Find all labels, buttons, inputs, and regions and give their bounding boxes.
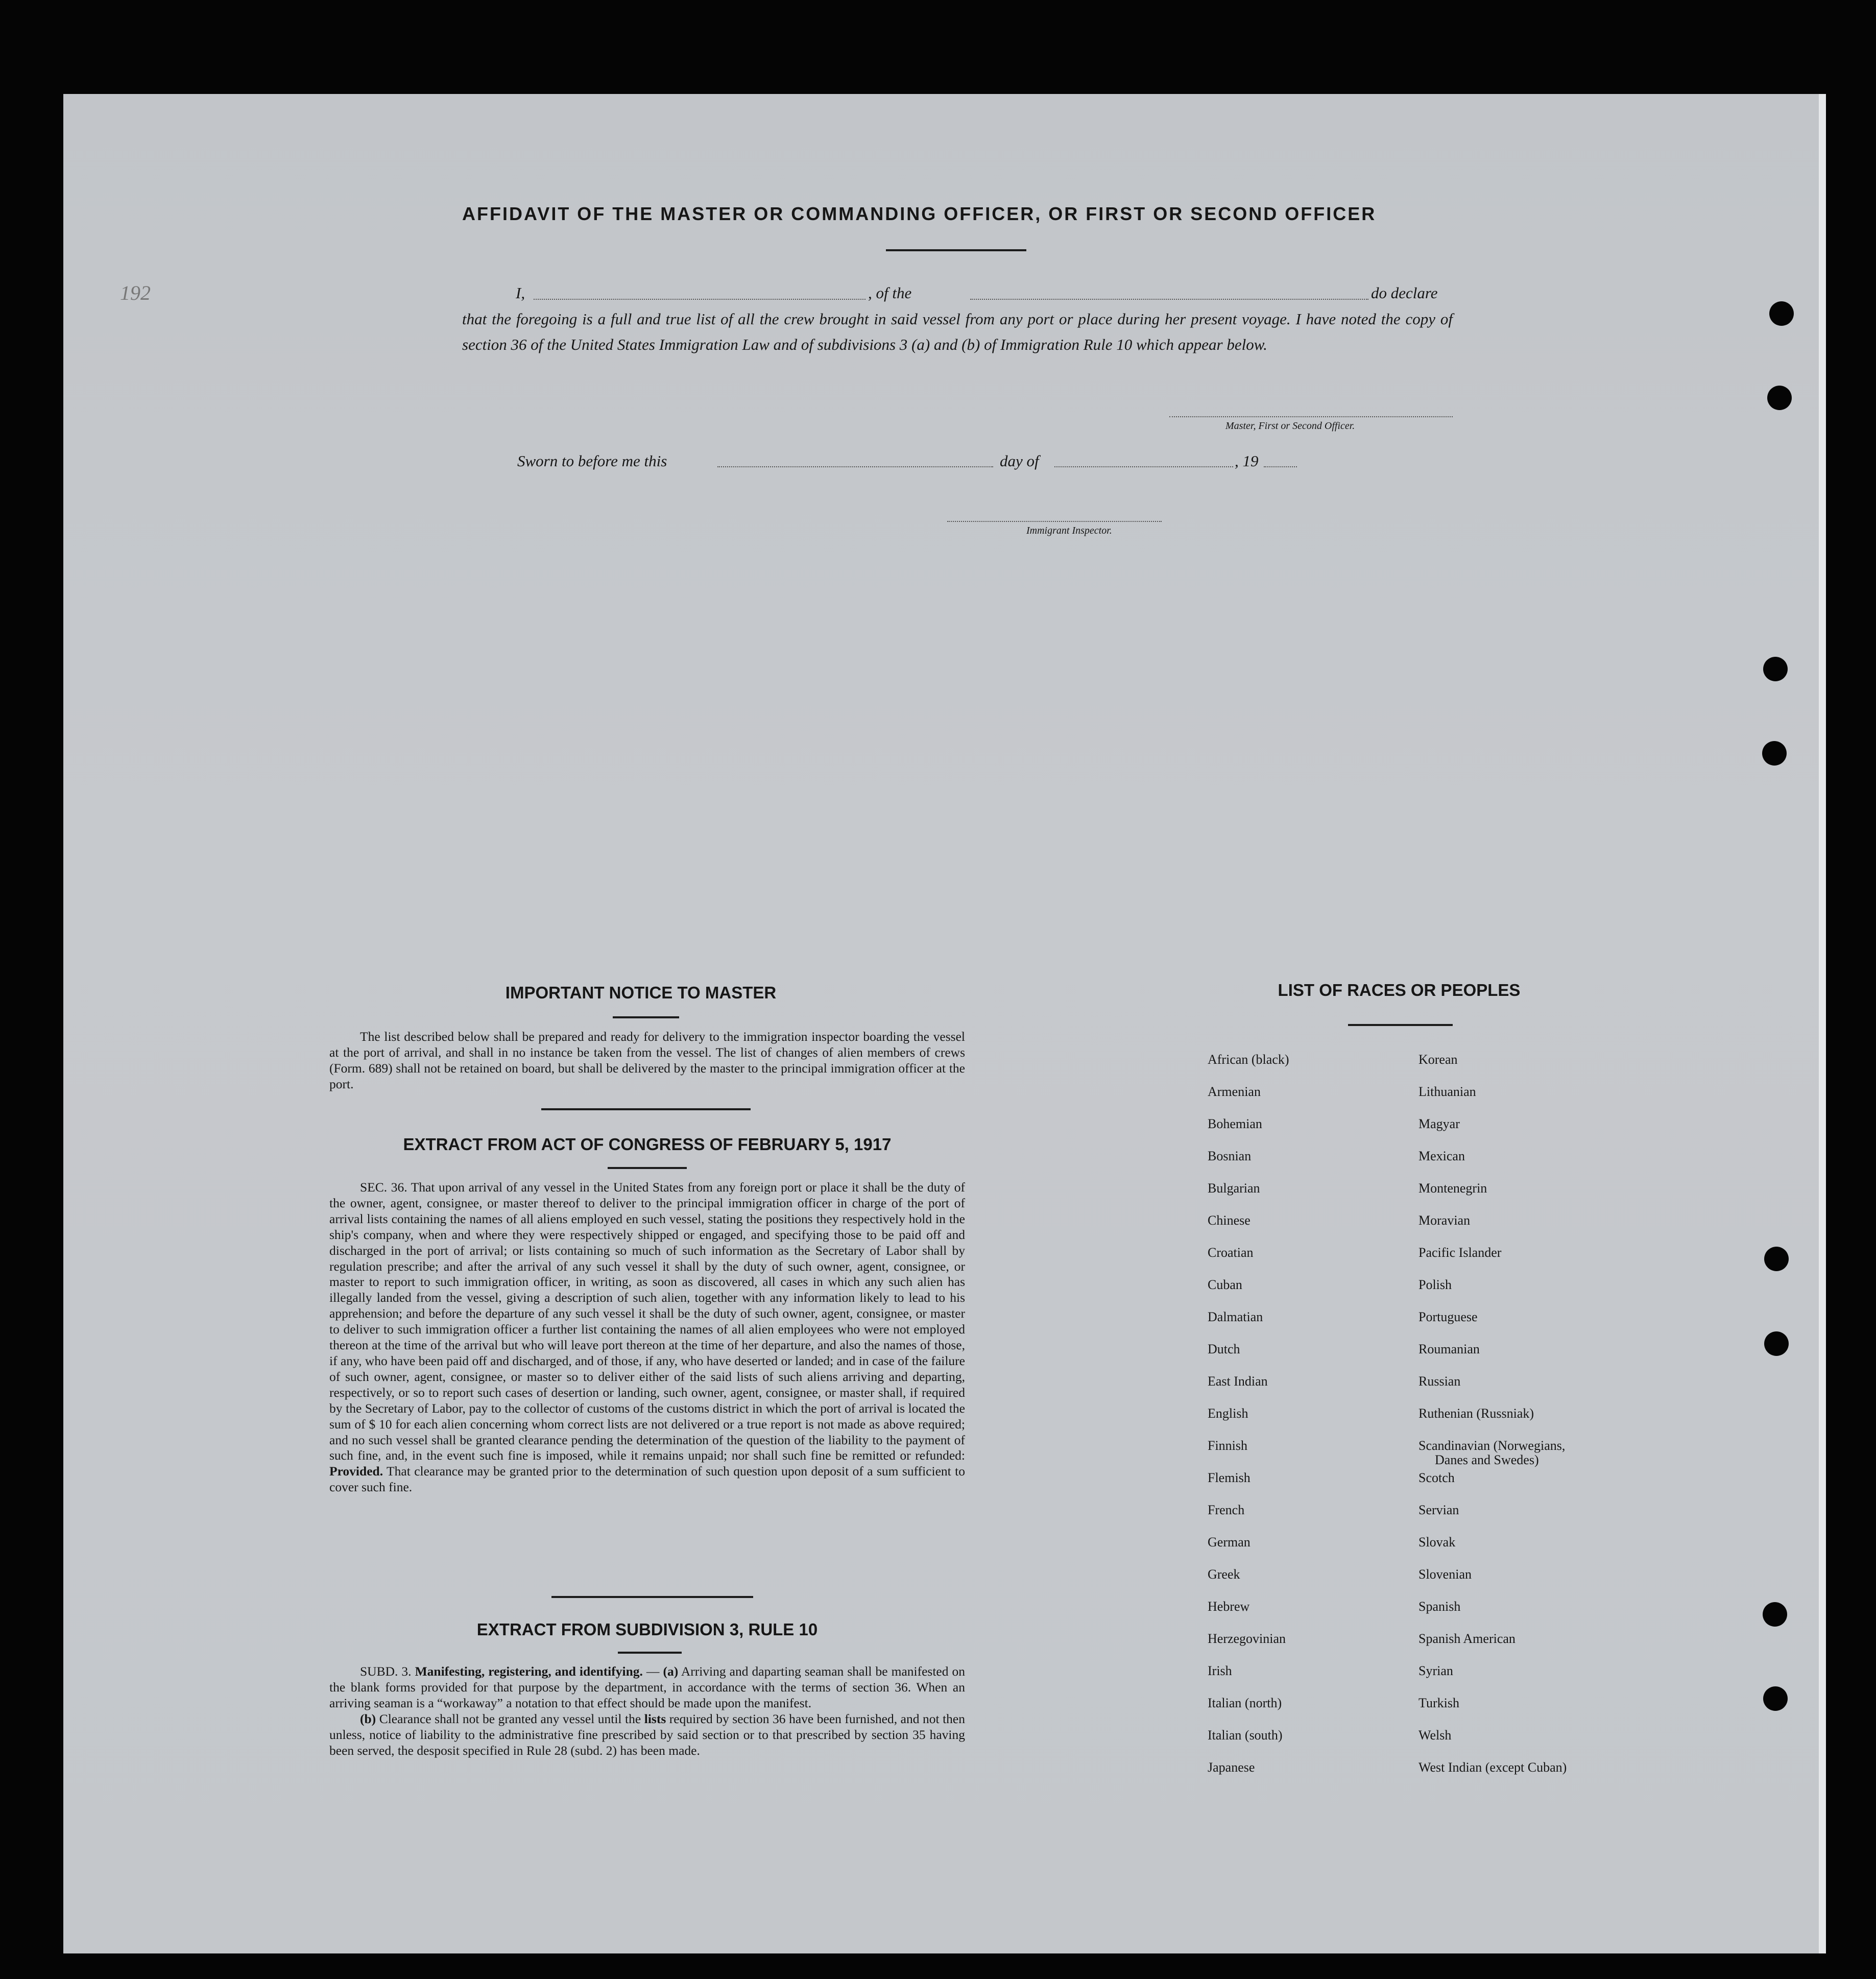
race-item: Montenegrin [1418,1181,1487,1196]
race-item: Korean [1418,1052,1458,1067]
sworn-text: Sworn to before me this [517,452,667,470]
b-label: (b) [360,1711,376,1726]
notice-underline [613,1016,679,1018]
b-bold-lists: lists [644,1711,666,1726]
sworn-day-line[interactable] [717,466,993,467]
punch-hole [1763,657,1788,681]
race-item: Flemish [1208,1470,1250,1485]
act-divider [551,1596,753,1598]
race-item: Polish [1418,1277,1452,1292]
race-item: French [1208,1503,1245,1517]
punch-hole [1762,741,1787,766]
affidavit-body: that the foregoing is a full and true list of all the crew brought in said vessel from any port or place during her present voyage. I have noted the copy of section 36 of the United States Immigration Law and of subdivisions 3 (a) and (b) of Immigration Rule 10 which appear below. [462,310,1453,353]
race-item: Welsh [1418,1728,1452,1743]
punch-hole [1767,386,1792,410]
race-item: African (black) [1208,1052,1289,1067]
rule-extract-text [329,1664,965,1758]
race-item: Dutch [1208,1342,1240,1356]
subd-label: SUBD. 3. [360,1664,412,1679]
vessel-field-line[interactable] [970,299,1368,300]
race-item: Finnish [1208,1438,1248,1453]
race-item: West Indian (except Cuban) [1418,1760,1567,1775]
race-item: Scandinavian (Norwegians, [1418,1438,1566,1453]
year-prefix: , 19 [1235,452,1259,470]
race-item: East Indian [1208,1374,1268,1389]
punch-hole [1764,1247,1789,1271]
race-item: Herzegovinian [1208,1631,1286,1646]
act-extract-title: EXTRACT FROM ACT OF CONGRESS OF FEBRUARY 5, 1917 [403,1135,892,1154]
race-item: Spanish [1418,1599,1461,1614]
rule-extract-title: EXTRACT FROM SUBDIVISION 3, RULE 10 [476,1620,818,1639]
punch-hole [1763,1602,1787,1627]
subd-dash: — [642,1664,663,1679]
act-extract-text [329,1180,965,1495]
race-item: Chinese [1208,1213,1250,1228]
b-text-1: Clearance shall not be granted any vessel until the [379,1711,641,1726]
affidavit-declare: do declare [1371,284,1438,302]
rule-extract-underline [618,1652,682,1654]
race-item: Spanish American [1418,1631,1516,1646]
race-item: Roumanian [1418,1342,1480,1356]
race-item: Dalmatian [1208,1309,1263,1324]
race-item: Bohemian [1208,1116,1262,1131]
race-item: Croatian [1208,1245,1254,1260]
race-item: Japanese [1208,1760,1255,1775]
sec-36-paragraph [329,1180,965,1495]
title-underline [886,249,1026,251]
notice-title: IMPORTANT NOTICE TO MASTER [505,983,777,1002]
race-item: Pacific Islander [1418,1245,1502,1260]
notice-text [329,1029,965,1092]
races-underline [1348,1024,1453,1026]
race-item: Bulgarian [1208,1181,1260,1196]
race-item: Scotch [1418,1470,1455,1485]
name-field-line[interactable] [534,299,865,300]
race-item: Turkish [1418,1696,1459,1710]
punch-hole [1763,1686,1788,1711]
provided-bold: Provided. [329,1464,383,1479]
race-item: German [1208,1535,1250,1549]
year-line[interactable] [1264,466,1297,467]
a-label: (a) [663,1664,679,1679]
race-item: Armenian [1208,1084,1261,1099]
race-item: Ruthenian (Russniak) [1418,1406,1534,1421]
a-text: Arriving and daparting seaman shall be manifested on the blank forms provided for that purpose by the department, in accordance with the terms of section 36. When an arriving seaman is a “workaway” a notation to that effect should be made upon the manifest. [329,1664,966,1710]
inspector-caption: Immigrant Inspector. [1026,525,1112,536]
race-item: Hebrew [1208,1599,1250,1614]
races-title: LIST OF RACES OR PEOPLES [1278,981,1521,999]
signature-line[interactable] [1169,416,1453,417]
subd-heading: Manifesting, registering, and identifying. [415,1664,643,1679]
race-item: Slovenian [1418,1567,1472,1582]
race-item: Magyar [1418,1116,1460,1131]
affidavit-i: I, [516,284,525,302]
race-item: Lithuanian [1418,1084,1476,1099]
signature-caption: Master, First or Second Officer. [1225,420,1355,432]
faint-page-number: 192 [120,281,151,304]
race-item: English [1208,1406,1248,1421]
race-item: Irish [1208,1663,1232,1678]
affidavit-of-the: , of the [868,284,912,302]
race-item: Syrian [1418,1663,1453,1678]
sworn-month-line[interactable] [1054,466,1233,467]
inspector-signature-line[interactable] [947,521,1162,522]
punch-hole [1764,1331,1789,1356]
day-of-text: day of [1000,452,1039,470]
page-edge [1819,94,1826,1953]
race-item: Italian (north) [1208,1696,1282,1710]
b-text-2: required by section 36 have been furnished, and not then unless, notice of liability to the administrative fine prescribed by said section or to that prescribed by section 35 having been served, the desposit specified in Rule 28 (subd. 2) has been made. [329,1711,966,1758]
subd-a-paragraph [329,1664,965,1711]
race-item: Greek [1208,1567,1240,1582]
punch-hole [1769,301,1794,326]
race-item: Russian [1418,1374,1461,1389]
sec-36-text-end: That clearance may be granted prior to the determination of such question upon deposit of a sum sufficient to cover such fine. [329,1464,965,1495]
race-scandinavian-continued: Danes and Swedes) [1435,1452,1539,1467]
affidavit-title: AFFIDAVIT OF THE MASTER OR COMMANDING OFFICER, OR FIRST OR SECOND OFFICER [462,203,1377,224]
race-item: Bosnian [1208,1149,1252,1163]
race-item: Servian [1418,1503,1459,1517]
notice-paragraph: The list described below shall be prepared and ready for delivery to the immigration inspector boarding the vessel at the port of arrival, and shall in no instance be taken from the vessel. The list of changes of alien members of crews (Form. 689) shall not be retained on board, but shall be delivered by the master to the principal immigration officer at the port. [329,1029,965,1091]
race-item: Portuguese [1418,1309,1478,1324]
race-item: Mexican [1418,1149,1465,1163]
sec-36-text: SEC. 36. That upon arrival of any vessel in the United States from any foreign port or place it shall be the duty of the owner, agent, consignee, or master thereof to deliver to the principal immigration officer in charge of the port of arrival lists containing the names of all aliens employed en such vessel, stating the positions they respectively hold in the ship's company, when and where they were respectively shipped or engaged, and specifying those to be paid off and discharged in the port of arrival; or lists containing so much of such information as the Secretary of Labor shall by regulation prescribe; and after the arrival of any such vessel it shall by the duty of such owner, agent, consignee, or master to report to such immigration officer, in writing, as soon as discovered, all cases in which any such alien has illegally landed from the vessel, giving a description of such alien, together with any information likely to lead to his apprehension; and before the departure of any such vessel it shall be the duty of such owner, agent, consignee, or master to deliver to such immigration officer a further list containing the names of all alien employees who were not employed thereon at the time of the arrival but who will leave port thereon at the time of her departure, and also the names of those, if any, who have been paid off and discharged, and of those, if any, who have deserted or landed; and in case of the failure of such owner, agent, consignee, or master so to deliver either of the said lists of such aliens arriving and departing, respectively, or so to report such cases of desertion or landing, such owner, agent, consignee, or master shall, if required by the Secretary of Labor, pay to the collector of customs of the customs district in which the port of arrival is located the sum of $ 10 for each alien concerning whom correct lists are not delivered or a true report is not made as above required; and no such vessel shall be granted clearance pending the determination of the question of the liability to the payment of such fine, and, in the event such fine is imposed, while it remains unpaid; nor shall such fine be remitted or refunded: [329,1180,965,1463]
notice-divider [541,1108,751,1110]
race-item: Moravian [1418,1213,1471,1228]
subd-b-paragraph [329,1711,965,1759]
race-item: Cuban [1208,1277,1242,1292]
race-item: Slovak [1418,1535,1456,1549]
act-extract-underline [608,1167,687,1169]
race-item: Italian (south) [1208,1728,1283,1743]
